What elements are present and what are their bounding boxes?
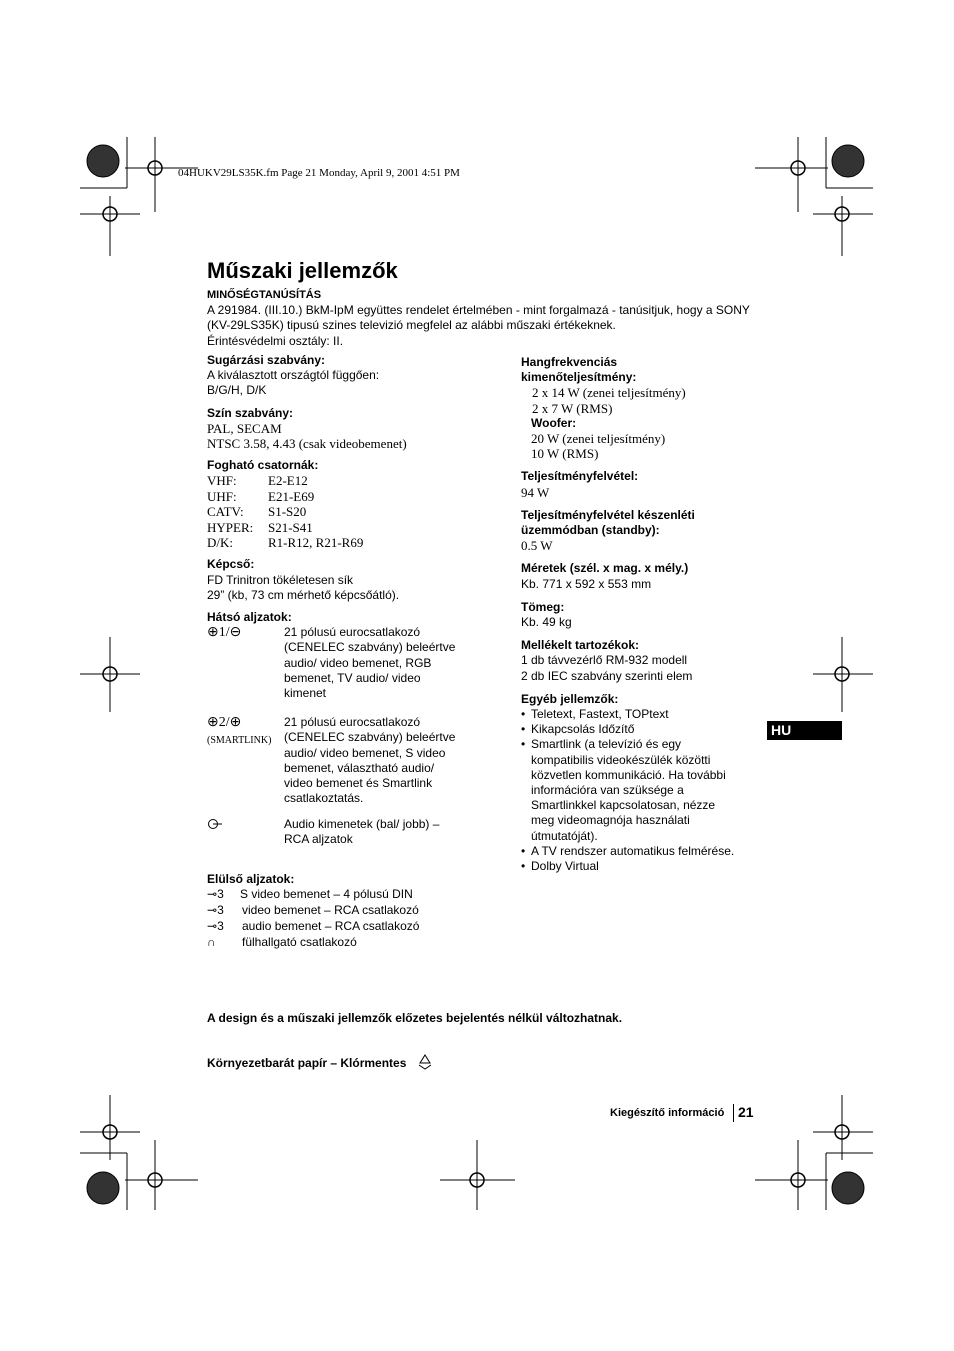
band-label: UHF: (207, 488, 237, 504)
socket-description (284, 715, 474, 806)
spec-value: Kb. 771 x 592 x 553 mm (521, 576, 652, 591)
spec-value: 20 W (zenei teljesítmény) (531, 431, 666, 447)
section-heading: Hátsó aljzatok: (207, 610, 292, 625)
list-item: • Kikapcsolás Időzítő (521, 722, 741, 737)
spec-value: 2 x 14 W (zenei teljesítmény) (532, 385, 686, 401)
band-label: HYPER: (207, 519, 254, 535)
band-label: D/K: (207, 535, 233, 551)
channel-table (207, 473, 363, 550)
socket-text: fülhallgató csatlakozó (242, 935, 357, 950)
list-item: • Dolby Virtual (521, 859, 741, 874)
spec-value: PAL, SECAM (207, 420, 282, 436)
list-item: • A TV rendszer automatikus felmérése. (521, 844, 741, 859)
table-row (207, 473, 363, 488)
socket-number: 3 (217, 903, 224, 918)
audio-out-icon (207, 818, 223, 830)
desc-line: bemenet, választható audio/ (284, 760, 435, 775)
socket-number: 3 (217, 919, 224, 934)
rear-socket-1 (207, 625, 497, 715)
socket-text: video bemenet – RCA csatlakozó (242, 903, 419, 918)
band-range: S21-S41 (268, 519, 313, 535)
table-row (207, 504, 363, 519)
paper-note (207, 1053, 434, 1071)
desc-line: audio/ video bemenet, RGB (284, 655, 432, 670)
cert-line: Érintésvédelmi osztály: II. (207, 333, 344, 348)
front-socket-row (207, 887, 413, 902)
right-column (521, 355, 756, 874)
spec-value: 10 W (RMS) (531, 446, 599, 462)
section-heading: Szín szabvány: (207, 405, 294, 420)
section-heading: kimenőteljesítmény: (521, 370, 637, 385)
file-info: 04HUKV29LS35K.fm Page 21 Monday, April 9, 2001 4:51 PM (178, 167, 460, 179)
euro-socket-2-icon: ⊕2/⊕ (207, 715, 242, 731)
spec-value: 94 W (521, 484, 550, 500)
section-heading: Egyéb jellemzők: (521, 691, 619, 706)
language-tab: HU (767, 721, 842, 740)
band-range: S1-S20 (268, 504, 307, 520)
spec-value: B/G/H, D/K (207, 383, 267, 398)
section-heading: Képcső: (207, 557, 255, 572)
spec-value: NTSC 3.58, 4.43 (csak videobemenet) (207, 436, 407, 452)
section-heading: Tömeg: (521, 599, 565, 614)
section-heading: Sugárzási szabvány: (207, 353, 326, 367)
desc-line: (CENELEC szabvány) beleértve (284, 730, 456, 745)
spec-value: 29” (kb, 73 cm mérhető képcsőátló). (207, 587, 400, 602)
section-heading: Teljesítményfelvétel készenléti (521, 507, 695, 522)
desc-line: Audio kimenetek (bal/ jobb) – (284, 817, 440, 832)
desc-line: bemenet, TV audio/ video (284, 670, 421, 685)
front-socket-row (207, 935, 357, 950)
section-heading: Méretek (szél. x mag. x mély.) (521, 561, 689, 576)
desc-line: video bemenet és Smartlink (284, 776, 433, 791)
front-sockets (207, 887, 497, 951)
spec-value: 0.5 W (521, 538, 553, 554)
euro-socket-1-icon: ⊕1/⊖ (207, 625, 242, 641)
footer-section: Kiegészítő információ (610, 1107, 725, 1119)
cert-line: (KV-29LS35K) tipusú szines televizió megfelel az alábbi műszaki értékeknek. (207, 318, 616, 333)
page-title: Műszaki jellemzők (207, 258, 398, 283)
table-row (207, 520, 363, 535)
cert-heading: MINŐSÉGTANÚSÍTÁS (207, 289, 322, 301)
socket-text: S video bemenet – 4 pólusú DIN (240, 887, 413, 902)
woofer-heading: Woofer: (531, 415, 577, 430)
spec-value: 2 db IEC szabvány szerinti elem (521, 668, 693, 683)
desc-line: 21 pólusú eurocsatlakozó (284, 625, 421, 640)
desc-line: kimenet (284, 686, 327, 701)
audio-input-icon: ⊸3 (207, 919, 224, 934)
section-heading: üzemmódban (standby): (521, 523, 660, 538)
socket-description (284, 625, 474, 701)
rear-socket-audio (207, 817, 497, 872)
table-row (207, 535, 363, 550)
section-heading: Fogható csatornák: (207, 458, 319, 473)
s-video-icon: ⊸3 (207, 887, 224, 902)
section-heading: Teljesítményfelvétel: (521, 469, 639, 484)
band-range: E21-E69 (268, 488, 315, 504)
desc-line: audio/ video bemenet, S video (284, 745, 446, 760)
socket-description (284, 817, 474, 847)
band-label: CATV: (207, 504, 244, 520)
left-column (207, 353, 497, 951)
band-label: VHF: (207, 473, 237, 489)
desc-line: csatlakoztatás. (284, 791, 364, 806)
spec-value: 2 x 7 W (RMS) (532, 400, 613, 416)
rear-socket-2 (207, 715, 497, 817)
front-socket-row (207, 903, 419, 918)
page-number: 21 (738, 1104, 754, 1120)
recycle-icon (416, 1053, 434, 1071)
smartlink-label: (SMARTLINK) (207, 735, 272, 747)
spec-value: A kiválasztott országtól függően: (207, 368, 380, 383)
spec-value: FD Trinitron tökéletesen sík (207, 572, 354, 587)
desc-line: (CENELEC szabvány) beleértve (284, 640, 456, 655)
certification-block (207, 288, 767, 349)
section-heading: Elülső aljzatok: (207, 872, 295, 887)
list-item: • Smartlink (a televízió és egy kompatibilis videokészülék közötti közvetlen kommunikáció. Ha további információra van szüksége a Smartlinkkel kapcsolatosan, nézze meg videomagnója használati útmutatóját). (521, 737, 741, 843)
front-socket-row (207, 919, 419, 934)
video-input-icon: ⊸3 (207, 903, 224, 918)
paper-text: Környezetbarát papír – Klórmentes (207, 1056, 407, 1070)
desc-line: RCA aljzatok (284, 832, 353, 847)
notice-text: A design és a műszaki jellemzők előzetes bejelentés nélkül változhatnak. (207, 1011, 623, 1025)
list-item: • Teletext, Fastext, TOPtext (521, 707, 741, 722)
headphones-icon: ∩ (207, 935, 216, 950)
spec-value: Kb. 49 kg (521, 615, 572, 630)
socket-text: audio bemenet – RCA csatlakozó (242, 919, 420, 934)
section-heading: Mellékelt tartozékok: (521, 638, 640, 653)
section-heading: Hangfrekvenciás (521, 355, 618, 369)
band-range: E2-E12 (268, 473, 308, 489)
cert-line: A 291984. (III.10.) BkM-IpM együttes rendelet értelmében - mint forgalmazá - tanúsitjuk, hogy a SONY (207, 303, 750, 318)
footer-divider (733, 1104, 734, 1122)
band-range: R1-R12, R21-R69 (268, 535, 364, 551)
desc-line: 21 pólusú eurocsatlakozó (284, 715, 421, 730)
table-row (207, 489, 363, 504)
spec-value: 1 db távvezérlő RM-932 modell (521, 653, 688, 668)
socket-number: 3 (217, 887, 224, 902)
features-list (521, 707, 741, 874)
